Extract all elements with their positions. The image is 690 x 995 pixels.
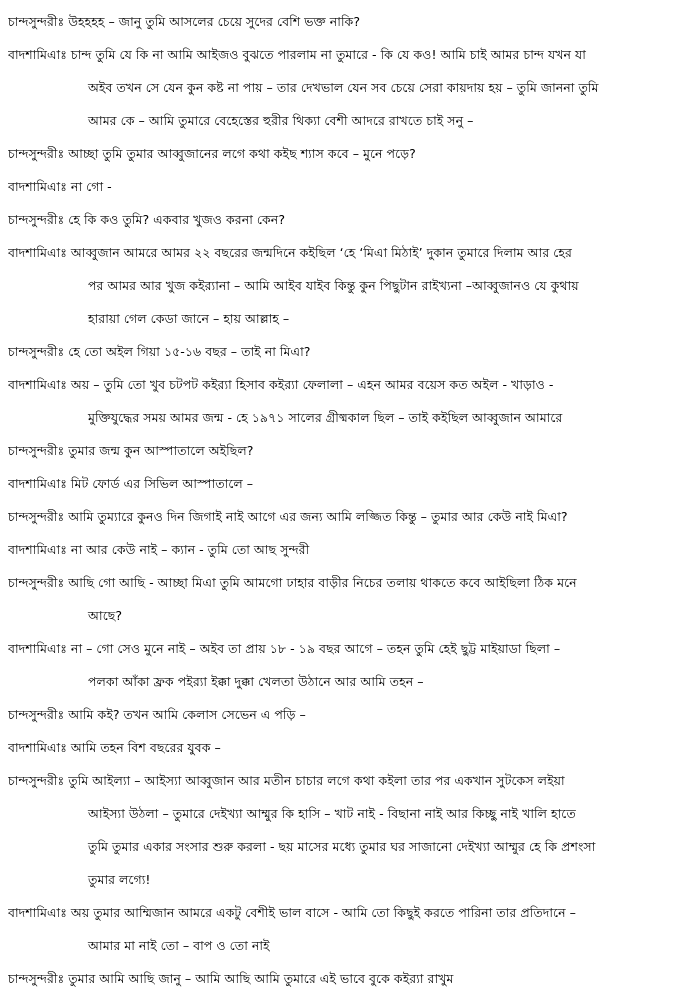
dialogue-line: চান্দসুন্দরীঃ তুমার জন্ম কুন আস্পাতালে অইছিল? xyxy=(8,443,254,458)
dialogue-continuation-line: অইব তখন সে যেন কুন কষ্ট না পায় – তার দেখভাল যেন সব চেয়ে সেরা কায়দায় হয় – তুমি জাননা তুমি xyxy=(88,80,599,95)
dialogue-line: চান্দসুন্দরীঃ আমি কই? তখন আমি কেলাস সেভেন এ পড়ি – xyxy=(8,707,306,722)
dialogue-line: চান্দসুন্দরীঃ আমি তুম্যারে কুনও দিন জিগাই নাই আগে এর জন্য আমি লজ্জিত কিন্তু – তুমার আর কেউ নাই মিএা? xyxy=(8,509,568,524)
dialogue-continuation-line: হারায়া গেল কেডা জানে – হায় আল্লাহ – xyxy=(88,311,290,326)
dialogue-continuation-line: আছে? xyxy=(88,608,123,623)
dialogue-continuation-line: পর আমর আর খুজ কইর‍্যানা – আমি আইব যাইব কিন্তু কুন পিছুটান রাইখ্যনা –আব্বুজানও যে কুথায় xyxy=(88,278,579,293)
dialogue-text xyxy=(8,5,680,995)
dialogue-line: বাদশামিএাঃ না আর কেউ নাই – ক্যান - তুমি তো আছ সুন্দরী xyxy=(8,542,310,557)
dialogue-continuation-line: মুক্তিযুদ্ধের সময় আমর জন্ম - হে ১৯৭১ সালের গ্রীষ্মকাল ছিল – তাই কইছিল আব্বুজান আমারে xyxy=(88,410,563,425)
dialogue-line: চান্দসুন্দরীঃ হে কি কও তুমি? একবার খুজও করনা কেন? xyxy=(8,212,286,227)
dialogue-line: বাদশামিএাঃ না গো - xyxy=(8,179,112,194)
dialogue-continuation-line: আমার মা নাই তো – বাপ ও তো নাই xyxy=(88,938,270,953)
dialogue-continuation-line: আইস্যা উঠলা – তুমারে দেইখ্যা আম্মুর কি হাসি – খাট নাই - বিছানা নাই আর কিচ্ছু নাই খালি হাতে xyxy=(88,806,576,821)
dialogue-line: বাদশামিএাঃ না – গো সেও মুনে নাই – অইব তা প্রায় ১৮ - ১৯ বছর আগে – তহন তুমি হেই ছুট্ট মাইয়াডা ছিলা – xyxy=(8,641,561,656)
dialogue-line: চান্দসুন্দরীঃ উহহহহ – জানু তুমি আসলের চেয়ে সুদের বেশি ভক্ত নাকি? xyxy=(8,14,361,29)
dialogue-line: বাদশামিএাঃ আমি তহন বিশ বছরের যুবক – xyxy=(8,740,221,755)
dialogue-line: চান্দসুন্দরীঃ তুমি আইল্যা – আইস্যা আব্বুজান আর মতীন চাচার লগে কথা কইলা তার পর একখান সুটকেস লইয়া xyxy=(8,773,565,788)
dialogue-line: বাদশামিএাঃ মিট ফোর্ড এর সিভিল আস্পাতালে – xyxy=(8,476,254,491)
dialogue-continuation-line: আমর কে – আমি তুমারে বেহেস্তের হুরীর থিক্যা বেশী আদরে রাখতে চাই সনু – xyxy=(88,113,474,128)
dialogue-continuation-line: তুমি তুমার একার সংসার শুরু করলা - ছয় মাসের মধ্যে তুমার ঘর সাজানো দেইখ্যা আম্মুর হে কি প্রশংসা xyxy=(88,839,596,854)
dialogue-line: চান্দসুন্দরীঃ হে তো অইল গিয়া ১৫-১৬ বছর – তাই না মিএা? xyxy=(8,344,311,359)
dialogue-line: বাদশামিএাঃ চান্দ তুমি যে কি না আমি আইজও বুঝতে পারলাম না তুমারে - কি যে কও! আমি চাই আমর চান্দ যখন যা xyxy=(8,47,586,62)
dialogue-line: বাদশামিএাঃ অয় তুমার আম্মিজান আমরে একটু বেশীই ভাল বাসে - আমি তো কিছুই করতে পারিনা তার প্রতিদানে – xyxy=(8,905,576,920)
dialogue-line: বাদশামিএাঃ অয় – তুমি তো খুব চটপট কইর‍্যা হিসাব কইর‍্যা ফেলালা – এহন আমর বয়েস কত অইল - খাড়াও - xyxy=(8,377,554,392)
dialogue-continuation-line: পলকা আঁকা ফ্রক পইর‍্যা ইক্কা দুক্কা খেলতা উঠানে আর আমি তহন – xyxy=(88,674,424,689)
dialogue-line: চান্দসুন্দরীঃ আছি গো আছি - আচ্ছা মিএা তুমি আমগো ঢাহার বাড়ীর নিচের তলায় থাকতে কবে আইছিলা ঠিক মনে xyxy=(8,575,577,590)
dialogue-line: চান্দসুন্দরীঃ আচ্ছা তুমি তুমার আব্বুজানের লগে কথা কইছ শ্যাস কবে – মুনে পড়ে? xyxy=(8,146,416,161)
dialogue-line: চান্দসুন্দরীঃ তুমার আমি আছি জানু – আমি আছি আমি তুমারে এই ভাবে বুকে কইর‍্যা রাখুম xyxy=(8,971,454,986)
dialogue-line: বাদশামিএাঃ আব্বুজান আমরে আমর ২২ বছরের জন্মদিনে কইছিল ‘হে ‘মিএা মিঠাই’ দুকান তুমারে দিলাম আর হের xyxy=(8,245,572,260)
dialogue-continuation-line: তুমার লগ্যে! xyxy=(88,872,151,887)
